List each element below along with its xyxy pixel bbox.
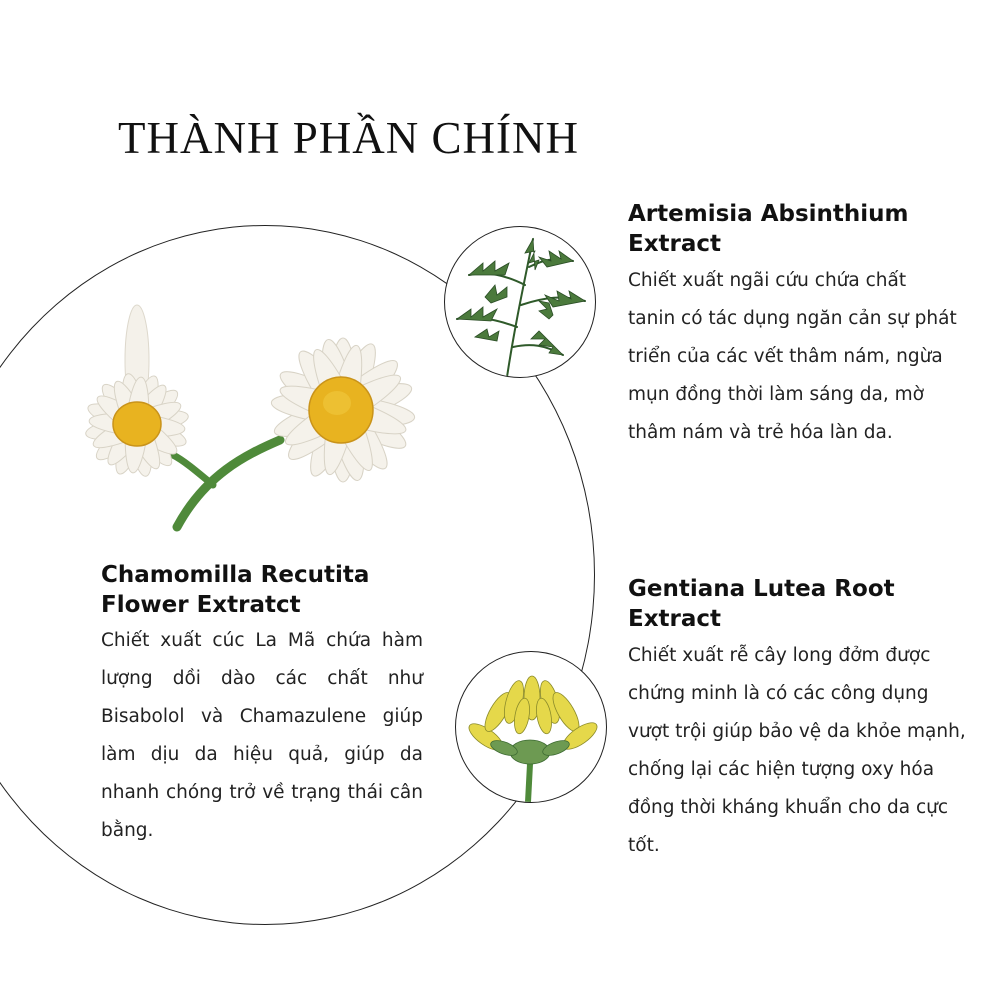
artemisia-description: Chiết xuất ngãi cứu chứa chất tanin có tác dụng ngăn cản sự phát triển của các vết thâm nám, ngừa mụn đồng thời làm sáng da, mờ thâm nám và trẻ hóa làn da. xyxy=(628,270,957,443)
chamomile-description: Chiết xuất cúc La Mã chứa hàm lượng dồi dào các chất như Bisabolol và Chamazulene giúp làm dịu da hiệu quả, giúp da nhanh chóng trở về trạng thái cân bằng. xyxy=(101,630,423,841)
artemisia-heading: Artemisia Absinthium Extract xyxy=(628,201,909,257)
gentiana-image xyxy=(455,651,607,803)
page-title: THÀNH PHẦN CHÍNH xyxy=(118,113,579,163)
chamomile-heading: Chamomilla Recutita Flower Extratct xyxy=(101,562,370,618)
gentiana-description: Chiết xuất rễ cây long đởm được chứng minh là có các công dụng vượt trội giúp bảo vệ da khỏe mạnh, chống lại các hiện tượng oxy hóa đồng thời kháng khuẩn cho da cực tốt. xyxy=(628,645,966,856)
gentiana-heading: Gentiana Lutea Root Extract xyxy=(628,576,895,632)
artemisia-image xyxy=(444,226,596,378)
chamomile-flower-illustration xyxy=(55,295,450,535)
